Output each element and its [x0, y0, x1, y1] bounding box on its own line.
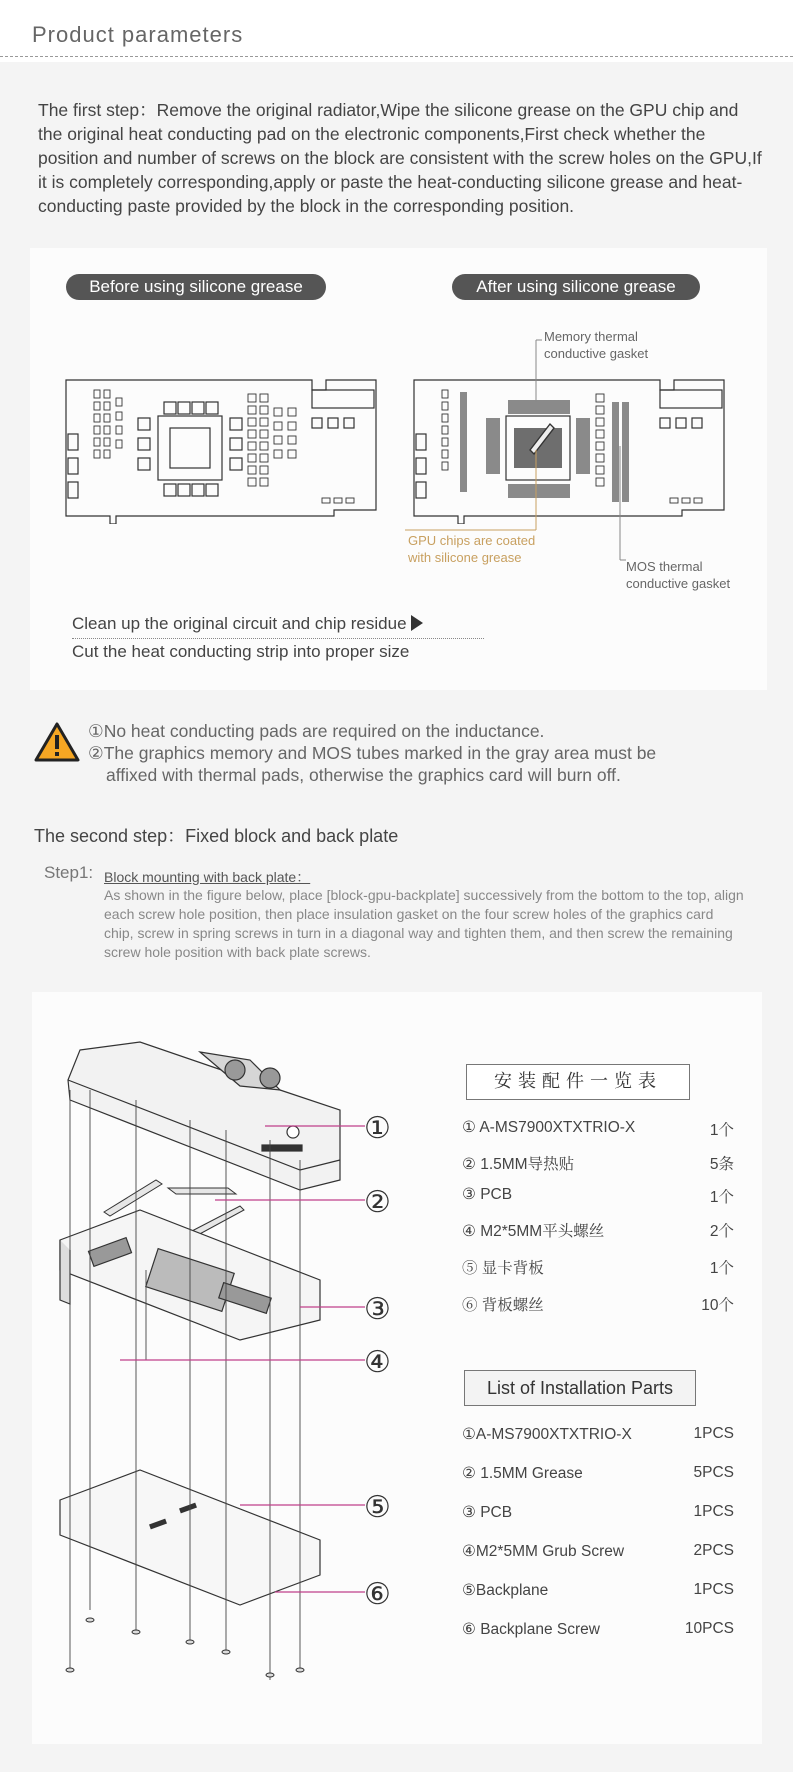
parts-en-name: ⑥ Backplane Screw — [462, 1621, 600, 1638]
parts-cn-name: ③ PCB — [462, 1186, 513, 1203]
parts-en-row — [462, 1503, 734, 1527]
parts-cn-name: ② 1.5MM导热贴 — [462, 1156, 575, 1173]
parts-en-qty: 10PCS — [684, 1620, 734, 1637]
before-label: Before using silicone grease — [66, 274, 326, 300]
page-header — [0, 0, 793, 62]
parts-en-qty: 1PCS — [693, 1581, 734, 1598]
parts-cn-qty: 10个 — [701, 1297, 734, 1314]
before-after-panel — [30, 248, 767, 690]
parts-en-name: ② 1.5MM Grease — [462, 1465, 583, 1482]
parts-en-name: ①A-MS7900XTXTRIO-X — [462, 1426, 632, 1443]
parts-cn-name: ④ M2*5MM平头螺丝 — [462, 1223, 605, 1240]
step1-body: As shown in the figure below, place [block-gpu-backplate] successively from the bottom to the top, align each screw hole position, then place insulation gasket on the four screw holes of the graphics card chip, screw in spring screws in turn in a diagonal way and tighten them, and then screw the remaining screw hole position with back plate screws. — [104, 887, 744, 960]
parts-cn-qty: 1个 — [709, 1122, 734, 1139]
marker-3: ③ — [364, 1292, 391, 1327]
mos-callout — [626, 558, 730, 592]
parts-cn-row — [462, 1293, 734, 1317]
header-divider — [0, 56, 793, 57]
parts-en-row — [462, 1464, 734, 1488]
page-title: Product parameters — [32, 22, 244, 47]
parts-en-row — [462, 1542, 734, 1566]
memory-callout-line2: conductive gasket — [544, 346, 649, 361]
step-one-text: The first step：Remove the original radiator,Wipe the silicone grease on the GPU chip and the original heat conducting pad on the electronic components,First check whether the position and number of screws on the block are consistent with the screw holes on the GPU,If it is completely corresponding,apply or paste the heat-conducting silicone grease and heat-conducting paste provided by the block in the corresponding position. — [38, 100, 762, 216]
parts-en-qty: 5PCS — [693, 1464, 734, 1481]
backplate-screws — [66, 1618, 304, 1677]
gpu-callout-line2: with silicone grease — [408, 550, 522, 565]
parts-en-qty: 1PCS — [693, 1503, 734, 1520]
parts-cn-qty: 2个 — [709, 1223, 734, 1240]
parts-en-name: ③ PCB — [462, 1504, 513, 1521]
step-two-title: The second step：Fixed block and back plate — [34, 826, 399, 846]
mos-callout-line1: MOS thermal — [626, 559, 703, 574]
memory-callout — [544, 328, 648, 362]
parts-cn-row — [462, 1152, 734, 1176]
step1-label: Step1: — [44, 863, 94, 882]
tip-cut: Cut the heat conducting strip into proper size — [72, 642, 410, 661]
step1-title: Block mounting with back plate： — [104, 869, 311, 885]
parts-en-name: ⑤Backplane — [462, 1582, 549, 1599]
after-label: After using silicone grease — [452, 274, 700, 300]
parts-cn-title: 安装配件一览表 — [466, 1064, 690, 1100]
play-arrow-icon — [411, 615, 423, 631]
warning-line-3: affixed with thermal pads, otherwise the graphics card will burn off. — [106, 765, 621, 785]
warning-triangle-icon — [34, 722, 80, 762]
parts-en-qty: 2PCS — [693, 1542, 734, 1559]
memory-callout-line1: Memory thermal — [544, 329, 638, 344]
marker-2: ② — [364, 1185, 391, 1220]
parts-cn-row — [462, 1185, 734, 1209]
gpu-callout-line1: GPU chips are coated — [408, 533, 536, 548]
tip-clean-text: Clean up the original circuit and chip residue — [72, 614, 407, 633]
parts-cn-qty: 1个 — [709, 1260, 734, 1277]
mos-callout-line2: conductive gasket — [626, 576, 731, 591]
warning-line-2: ②The graphics memory and MOS tubes marked in the gray area must be — [88, 743, 657, 763]
parts-cn-name: ⑥ 背板螺丝 — [462, 1297, 544, 1314]
marker-5: ⑤ — [364, 1490, 391, 1525]
parts-cn-qty: 5条 — [709, 1156, 734, 1173]
gpu-callout — [408, 532, 535, 566]
parts-cn-row — [462, 1219, 734, 1243]
parts-cn-qty: 1个 — [709, 1189, 734, 1206]
parts-cn-row — [462, 1118, 734, 1142]
exploded-assembly-diagram — [40, 1030, 460, 1680]
parts-en-qty: 1PCS — [693, 1425, 734, 1442]
tip-divider — [72, 638, 484, 639]
warning-line-1: ①No heat conducting pads are required on the inductance. — [88, 721, 545, 741]
tip-clean — [72, 614, 423, 634]
marker-6: ⑥ — [364, 1577, 391, 1612]
parts-cn-row — [462, 1256, 734, 1280]
parts-en-row — [462, 1581, 734, 1605]
parts-cn-name: ① A-MS7900XTXTRIO-X — [462, 1119, 636, 1136]
parts-en-title: List of Installation Parts — [464, 1370, 696, 1406]
marker-4: ④ — [364, 1345, 391, 1380]
marker-1: ① — [364, 1111, 391, 1146]
parts-cn-name: ⑤ 显卡背板 — [462, 1260, 544, 1277]
water-block — [68, 1042, 340, 1190]
parts-en-name: ④M2*5MM Grub Screw — [462, 1543, 625, 1560]
parts-en-row — [462, 1425, 734, 1449]
parts-en-row — [462, 1620, 734, 1644]
